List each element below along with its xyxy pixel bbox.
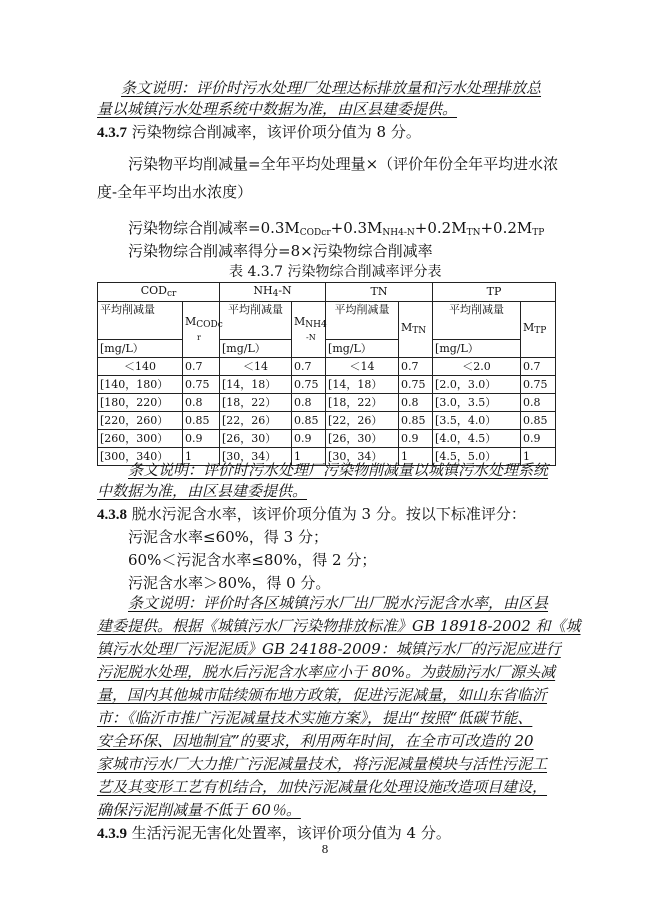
note-3-line-6: 市：《临沂市推广污泥减量技术实施方案》，提出“按照“低碳节能、 [97,709,533,727]
formula-sub: NH4-N [382,228,415,238]
avg-label-tp: 平均削减量 [433,302,521,340]
avg-label-tn: 平均削减量 [326,302,399,340]
note-3-line-4: 污泥脱水处理，脱水后污泥含水率应小于 80%。为鼓励污水厂源头减 [97,663,556,681]
table-cell: 0.7 [183,358,220,376]
note-3-line-10: 确保污泥削减量不低于 60％。 [97,801,301,819]
formula-text: +0.2M [414,219,467,237]
table-cell: [30，34） [326,448,399,466]
criterion-2: 60%＜污泥含水率≤80%，得 2 分； [128,551,377,569]
note-3-line-5: 量，国内其他城市陆续颁布地方政策，促进污泥减量，如山东省临沂 [97,686,548,704]
table-row [98,412,556,430]
table-header-row [98,283,556,302]
formula-sub: CODcr [299,228,331,238]
section-4-3-8-heading [97,504,526,525]
table-cell: [18，22） [220,394,292,412]
table-cell: 0.9 [521,430,556,448]
formula-score: 污染物综合削减率得分=8×污染物综合削减率 [128,242,433,260]
section-title: 污染物综合削减率，该评价项分值为 8 分。 [127,123,421,141]
table-cell: [14，18） [220,376,292,394]
table-cell: [140，180） [98,376,183,394]
note-1-line-1: 条文说明：评价时污水处理厂处理达标排放量和污水处理排放总 [121,79,542,97]
note-3-line-3: 镇污水处理厂污泥泥质》GB 24188-2009：城镇污水厂的污泥应进行 [97,640,561,658]
table-cell: [14，18） [326,376,399,394]
table-cell: 0.9 [292,430,326,448]
table-cell: 0.8 [183,394,220,412]
table-cell: 0.7 [399,358,433,376]
table-subheader-row [98,302,556,340]
section-number: 4.3.7 [97,125,127,141]
table-cell: 0.85 [399,412,433,430]
section-title: 脱水污泥含水率，该评价项分值为 3 分。按以下标准评分： [127,505,526,523]
section-number: 4.3.8 [97,507,127,523]
table-cell: 0.7 [521,358,556,376]
formula-text: +0.2M [480,219,533,237]
unit-cell: [mg/L） [433,340,521,358]
table-cell: [26，30） [326,430,399,448]
table-cell: ＜2.0 [433,358,521,376]
unit-cell: [mg/L） [326,340,399,358]
table-cell: [22，26） [220,412,292,430]
avg-label-codcr: 平均削减量 [98,302,183,340]
note-3-line-7: 安全环保、因地制宜”的要求，利用两年时间，在全市可改造的 20 [97,732,534,750]
table-cell: ＜140 [98,358,183,376]
table-cell: [300，340） [98,448,183,466]
table-cell: 1 [183,448,220,466]
table-cell: 0.8 [399,394,433,412]
table-cell: 1 [399,448,433,466]
unit-cell: [mg/L） [220,340,292,358]
score-table [97,282,556,466]
table-cell: [22，26） [326,412,399,430]
table-cell: [4.0，4.5） [433,430,521,448]
m-label-tp: $M_{TP}$ [521,302,556,358]
table-cell: 0.75 [183,376,220,394]
table-cell: [4.5，5.0） [433,448,521,466]
table-unit-row [98,340,556,358]
formula-text: +0.3M [330,219,383,237]
table-row [98,376,556,394]
table-cell: ＜14 [326,358,399,376]
formula-sub: TN [466,228,481,238]
header-nh4n: $NH_4-N$ [220,283,326,302]
formula-text: 污染物综合削减率=0.3M [128,219,300,237]
table-row [98,430,556,448]
table-caption: 表 4.3.7 污染物综合削减率评分表 [229,264,442,280]
table-cell: 0.9 [399,430,433,448]
table-row [98,394,556,412]
formula-composite [128,218,544,243]
table-cell: [2.0，3.0） [433,376,521,394]
table-cell: 1 [521,448,556,466]
formula-avg-line-1: 污染物平均削减量=全年平均处理量×（评价年份全年平均进水浓 [128,155,559,173]
header-codcr: $COD_{cr}$ [98,283,220,302]
table-cell: 0.85 [183,412,220,430]
table-cell: [30，34） [220,448,292,466]
note-1-line-2: 量以城镇污水处理系统中数据为准，由区县建委提供。 [97,100,458,118]
table-cell: 0.9 [183,430,220,448]
m-label-nh4n: $M_{NH4}$ -N [292,302,326,358]
m-label-codcr: $M_{CODc}$ r [183,302,220,358]
note-3-line-2: 建委提供。根据《城镇污水厂污染物排放标准》GB 18918-2002 和《城 [97,617,581,635]
table-cell: [180，220） [98,394,183,412]
table-cell: 0.85 [521,412,556,430]
table-cell: 1 [292,448,326,466]
table-cell: [18，22） [326,394,399,412]
table-cell: 0.75 [521,376,556,394]
table-cell: 0.8 [292,394,326,412]
section-4-3-9-heading [97,823,451,844]
table-cell: [220，260） [98,412,183,430]
formula-avg-line-2: 度-全年平均出水浓度） [97,183,253,201]
table-cell: [3.5，4.0） [433,412,521,430]
table-cell: 0.7 [292,358,326,376]
table-row [98,358,556,376]
section-number: 4.3.9 [97,826,127,842]
note-3-line-9: 艺及其变形工艺有机结合，加快污泥减量化处理设施改造项目建设， [97,778,548,796]
note-3-line-1: 条文说明：评价时各区城镇污水厂出厂脱水污泥含水率，由区县 [128,594,549,612]
note-2-line-1: 条文说明：评价时污水处理厂污染物削减量以城镇污水处理系统 [128,461,549,479]
table-cell: [3.0，3.5） [433,394,521,412]
note-2-line-2: 中数据为准，由区县建委提供。 [97,482,308,500]
table-cell: 0.85 [292,412,326,430]
table-cell: 0.75 [292,376,326,394]
page-number: 8 [321,843,329,856]
table-cell: [260，300） [98,430,183,448]
m-label-tn: $M_{TN}$ [399,302,433,358]
table-cell: [26，30） [220,430,292,448]
section-4-3-7-heading [97,122,421,143]
table-cell: 0.75 [399,376,433,394]
section-title: 生活污泥无害化处置率，该评价项分值为 4 分。 [127,824,451,842]
header-tp: TP [433,283,556,302]
unit-cell: [mg/L） [98,340,183,358]
criterion-1: 污泥含水率≤60%，得 3 分； [128,528,328,546]
formula-sub: TP [532,228,545,238]
note-3-line-8: 家城市污水厂大力推广污泥减量技术，将污泥减量模块与活性污泥工 [97,755,548,773]
avg-label-nh4n: 平均削减量 [220,302,292,340]
criterion-3: 污泥含水率＞80%，得 0 分。 [128,574,331,592]
table-cell: ＜14 [220,358,292,376]
header-tn: TN [326,283,433,302]
table-cell: 0.8 [521,394,556,412]
